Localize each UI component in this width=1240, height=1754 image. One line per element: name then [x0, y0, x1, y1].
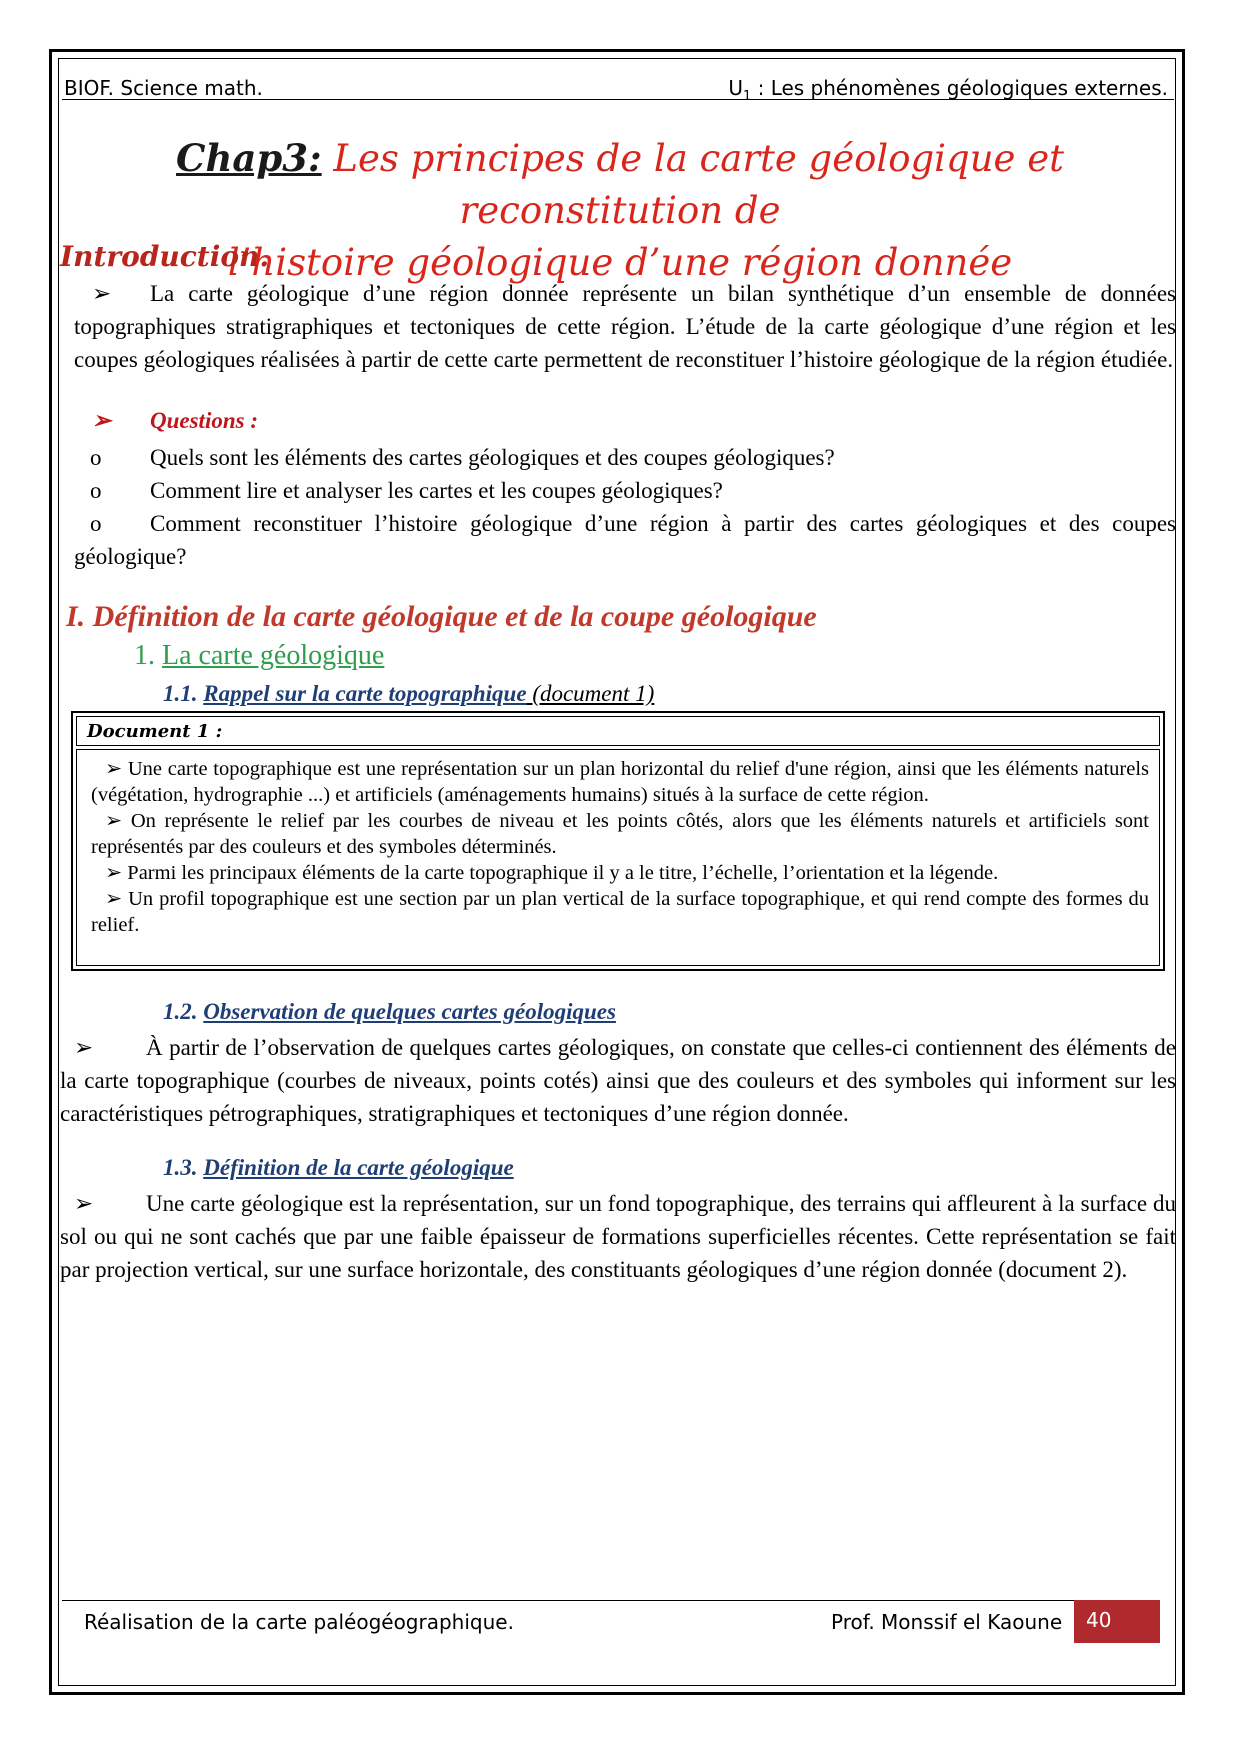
subsection-1-3-number: 1.3.: [163, 1155, 204, 1180]
subsection-1-3-text: Une carte géologique est la représentation, sur un fond topographique, des terrains qui affleurent à la surface du sol ou qui ne sont cachés que par une faible épaisseur de formations superficielles récentes. Cette représentation se fait par projection vertical, sur une surface horizontale, des constituants géologiques d’une région donnée (document 2).: [60, 1191, 1176, 1282]
header-left: BIOF. Science math.: [64, 76, 263, 100]
document-1-item: ➢ Une carte topographique est une représentation sur un plan horizontal du relief d'une région, ainsi que les éléments naturels (végétation, hydrographie ...) et artificiels (aménagements humains) situés à la surface de cette région.: [91, 758, 1149, 806]
subsection-1-1-title: Rappel sur la carte topographique: [203, 681, 527, 706]
subsection-1-number: 1.: [134, 640, 162, 671]
header-unit-title: : Les phénomènes géologiques externes.: [751, 76, 1168, 100]
subsection-1-2-title: Observation de quelques cartes géologiques: [203, 999, 616, 1024]
footer-rule: [62, 1600, 1074, 1601]
subsection-1-2-heading: [163, 999, 616, 1025]
subsection-1-2-text: À partir de l’observation de quelques cartes géologiques, on constate que celles-ci contiennent des éléments de la carte topographique (courbes de niveaux, points cotés) ainsi que des couleurs et des symboles qui informent sur les caractéristiques pétrographiques, stratigraphiques et tectoniques d’une région donnée.: [60, 1035, 1176, 1126]
document-1-item: ➢ On représente le relief par les courbes de niveau et les points côtés, alors que les éléments naturels et artificiels sont représentés par des couleurs et des symboles déterminés.: [91, 810, 1149, 858]
arrow-bullet-icon: ➢: [92, 408, 112, 433]
footer-author: Prof. Monssif el Kaoune: [831, 1610, 1063, 1634]
introduction-paragraph: [74, 277, 1176, 376]
circle-bullet-icon: o: [90, 478, 102, 503]
arrow-bullet-icon: ➢: [74, 1035, 94, 1060]
section-1-heading: I. Définition de la carte géologique et de la coupe géologique: [66, 600, 817, 633]
subsection-1-title: La carte géologique: [162, 640, 385, 671]
subsection-1-3-heading: [163, 1155, 514, 1181]
question-text: Quels sont les éléments des cartes géologiques et des coupes géologiques?: [150, 445, 835, 470]
questions-heading: [74, 408, 258, 434]
circle-bullet-icon: o: [90, 511, 102, 536]
questions-title: Questions :: [150, 408, 258, 433]
subsection-1-2-number: 1.2.: [163, 999, 204, 1024]
question-item: [74, 507, 1176, 573]
subsection-1-3-title: Définition de la carte géologique: [203, 1155, 514, 1180]
title-line-2: l’histoire géologique d’une région donnée: [227, 241, 1013, 284]
introduction-text: La carte géologique d’une région donnée représente un bilan synthétique d’un ensemble de données topographiques stratigraphiques et tectoniques de cette région. L’étude de la carte géologique d’une région et les coupes géologiques réalisées à partir de cette carte permettent de reconstituer l’histoire géologique de la région étudiée.: [74, 281, 1176, 372]
question-item: [74, 441, 1176, 474]
header-unit-number: 1: [742, 89, 752, 104]
document-1-item: ➢ Parmi les principaux éléments de la carte topographique il y a le titre, l’échelle, l’orientation et la légende.: [105, 862, 999, 884]
introduction-heading: Introduction.: [60, 240, 270, 273]
question-text: Comment reconstituer l’histoire géologique d’une région à partir des cartes géologiques et des coupes géologique?: [74, 511, 1176, 569]
footer-left: Réalisation de la carte paléogéographique.: [84, 1610, 514, 1634]
document-1-item: ➢ Un profil topographique est une section par un plan vertical de la surface topographique, et qui rend compte des formes du relief.: [91, 888, 1149, 936]
document-1-title: Document 1 :: [76, 716, 1160, 746]
subsection-1-heading: [134, 640, 384, 672]
document-1-body: [76, 749, 1160, 966]
chapter-label: Chap3:: [176, 136, 322, 180]
page-number: 40: [1074, 1600, 1160, 1643]
arrow-bullet-icon: ➢: [92, 281, 112, 306]
document-1-box: [71, 711, 1165, 971]
subsection-1-2-paragraph: [60, 1031, 1176, 1130]
subsection-1-3-paragraph: [60, 1187, 1176, 1286]
question-text: Comment lire et analyser les cartes et les coupes géologiques?: [150, 478, 723, 503]
header-rule: [62, 99, 1174, 100]
header-unit: U: [728, 76, 743, 100]
document-1-reference: (document 1): [526, 681, 655, 706]
title-line-1: Les principes de la carte géologique et reconstitution de: [321, 137, 1064, 232]
subsection-1-1-number: 1.1.: [163, 681, 204, 706]
circle-bullet-icon: o: [90, 445, 102, 470]
subsection-1-1-heading: [163, 681, 654, 707]
arrow-bullet-icon: ➢: [74, 1191, 94, 1216]
question-item: [74, 474, 1176, 507]
